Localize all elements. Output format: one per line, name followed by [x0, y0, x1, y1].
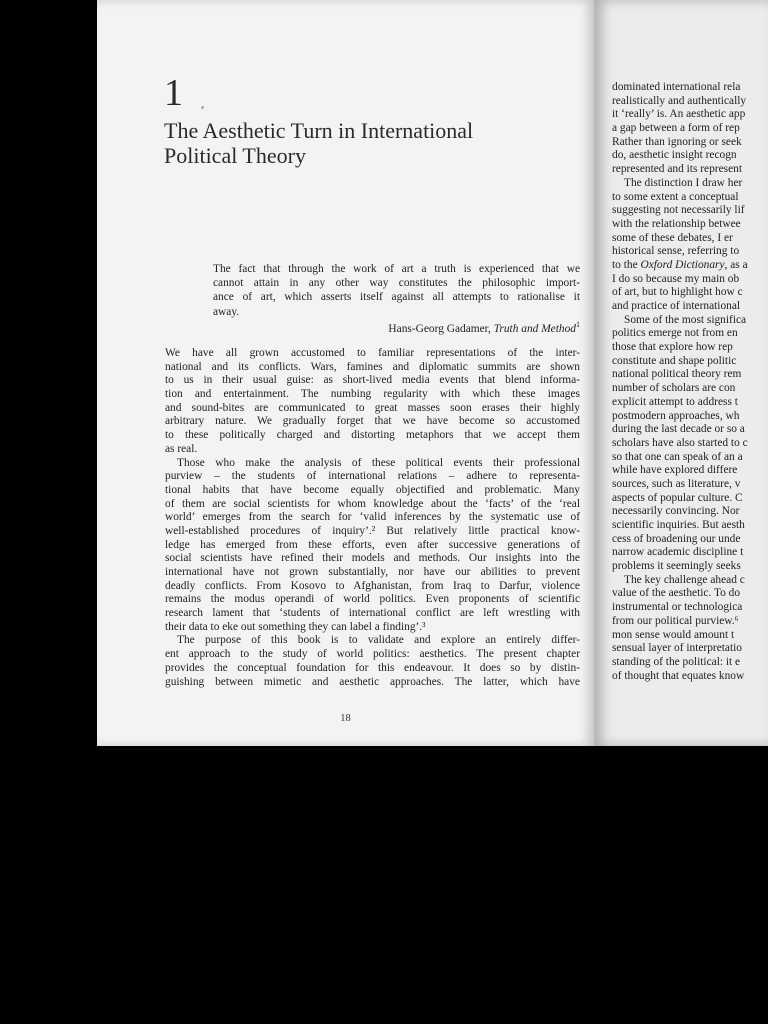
right-page-line: so that one can speak of an a: [612, 450, 743, 463]
right-page-line: value of the aesthetic. To do: [612, 587, 741, 600]
right-page-line: sources, such as literature, v: [612, 477, 741, 490]
right-page-line: realistically and authentically: [612, 94, 747, 107]
body-line: remains the modus operandi of world politics. Even proponents of scientific: [165, 593, 580, 606]
right-page-line: aspects of popular culture. C: [612, 491, 743, 504]
right-page-line: while have explored differe: [612, 464, 738, 477]
body-line: international have not grown substantially, nor have our abilities to prevent: [165, 566, 580, 578]
body-line: as real.: [165, 442, 198, 455]
body-line: arbitrary nature. We gradually forget that we have become so accustomed: [165, 415, 580, 428]
right-page-line: of art, but to highlight how c: [612, 286, 743, 299]
right-page: [594, 0, 768, 746]
right-page-line: to some extent a conceptual: [612, 190, 739, 203]
scan-speck: [201, 106, 204, 109]
right-page-line: narrow academic discipline t: [612, 546, 744, 559]
epigraph-line: The fact that through the work of art a truth is experienced that we: [213, 263, 580, 275]
body-line: research lament that ‘students of international conflict are left wrestling with: [165, 607, 580, 620]
right-page-line: explicit attempt to address t: [612, 395, 738, 408]
right-page-line: scientific inquiries. But aesth: [612, 519, 745, 531]
right-page-line: historical sense, referring to: [612, 245, 740, 258]
epigraph-line: cannot attain in any other way constitutes the philosophic import-: [213, 277, 580, 290]
page-number: 18: [340, 713, 351, 724]
body-line: guishing between mimetic and aesthetic approaches. The latter, which have: [165, 675, 580, 688]
right-page-line: The distinction I draw her: [624, 176, 743, 189]
body-line: purview – the students of international relations – adhere to representa-: [165, 470, 580, 483]
right-page-line: suggesting not necessarily lif: [612, 204, 745, 217]
right-page-line: postmodern approaches, wh: [612, 409, 740, 422]
right-page-text: [612, 81, 768, 683]
right-page-line: number of scholars are con: [612, 382, 736, 395]
body-line: deadly conflicts. From Kosovo to Afghanistan, from Iraq to Darfur, violence: [165, 579, 580, 592]
epigraph-author: Hans-Georg Gadamer,: [388, 322, 494, 335]
right-page-line: national political theory rem: [612, 368, 742, 381]
right-page-line: those that explore how rep: [612, 341, 733, 354]
body-line: national and its conflicts. Wars, famines and diplomatic summits are shown: [165, 360, 580, 373]
right-page-line: it ‘really’ is. An aesthetic app: [612, 108, 746, 121]
right-page-line: standing of the political: it e: [612, 655, 741, 668]
body-line: provides the conceptual foundation for this endeavour. It does so by distin-: [165, 661, 580, 674]
epigraph-quote: [213, 262, 580, 319]
right-page-line: from our political purview.⁶: [612, 614, 739, 627]
right-page-line: during the last decade or so a: [612, 423, 745, 436]
right-page-line: problems it seemingly seeks: [612, 560, 741, 573]
body-line: to these politically charged and distorting metaphors that we accept them: [165, 429, 580, 442]
right-page-line: Rather than ignoring or seek: [612, 135, 742, 148]
body-line: to us in their usual guise: as short-lived media events that blend informa-: [165, 374, 580, 387]
body-line: and sound-bites are communicated to great masses soon erases their highly: [165, 401, 580, 414]
right-page-line: I do so because my main ob: [612, 272, 740, 285]
right-page-line: dominated international rela: [612, 81, 741, 93]
body-line: The purpose of this book is to validate and explore an entirely differ-: [177, 634, 580, 647]
right-page-line: a gap between a form of rep: [612, 122, 740, 135]
epigraph-work: Truth and Method: [493, 322, 576, 335]
right-page-line: necessarily convincing. Nor: [612, 505, 740, 518]
right-page-line: instrumental or technologica: [612, 601, 743, 614]
body-line: ent approach to the study of world politics: aesthetics. The present chapter: [165, 648, 580, 661]
epigraph-line: away.: [213, 305, 240, 318]
right-page-line: to the Oxford Dictionary, as a: [612, 258, 748, 271]
chapter-title-line: Political Theory: [164, 143, 306, 168]
body-line: social scientists have refined their models and methods. Our insights into the: [165, 552, 580, 565]
footnote-marker: 1: [576, 320, 580, 329]
right-page-line: Some of the most significa: [624, 313, 747, 326]
right-page-line: cess of broadening our unde: [612, 532, 741, 545]
right-page-line: constitute and shape politic: [612, 354, 737, 367]
right-page-line: sensual layer of interpretatio: [612, 642, 742, 655]
right-page-line: and practice of international: [612, 300, 741, 312]
epigraph-attribution: [213, 318, 580, 336]
left-page: [97, 0, 594, 746]
right-page-line: The key challenge ahead c: [624, 573, 745, 586]
chapter-number: 1: [164, 72, 183, 114]
right-page-line: some of these debates, I er: [612, 231, 733, 244]
right-page-line: do, aesthetic insight recogn: [612, 149, 737, 162]
body-line: Those who make the analysis of these political events their professional: [177, 456, 580, 469]
right-page-line: of thought that equates know: [612, 669, 745, 682]
chapter-title-line: The Aesthetic Turn in International: [164, 118, 474, 143]
right-page-line: mon sense would amount t: [612, 628, 735, 641]
right-page-line: represented and its represent: [612, 163, 742, 176]
body-line: tional habits that have become equally objectified and problematic. Many: [165, 483, 580, 496]
right-page-line: with the relationship betwee: [612, 217, 741, 230]
body-line: world’ emerges from the search for ‘valid inferences by the systematic use of: [165, 511, 580, 524]
body-line: ledge has emerged from these efforts, even after successive generations of: [165, 538, 580, 551]
body-text: [165, 347, 580, 689]
body-line: their data to eke out something they can label a finding’.³: [165, 620, 426, 633]
body-line: We have all grown accustomed to familiar representations of the inter-: [165, 347, 580, 359]
body-line: well-established procedures of inquiry’.² But relatively little practical know-: [165, 524, 580, 537]
epigraph-line: ance of art, which asserts itself against all attempts to rationalise it: [213, 291, 580, 304]
body-line: of them are social scientists for whom knowledge about the ‘facts’ of the ‘real: [165, 497, 580, 510]
chapter-title: [164, 118, 584, 168]
right-page-line: politics emerge not from en: [612, 327, 738, 340]
body-line: tion and entertainment. The numbing regularity with which these images: [165, 388, 580, 401]
right-page-line: scholars have also started to c: [612, 436, 748, 449]
